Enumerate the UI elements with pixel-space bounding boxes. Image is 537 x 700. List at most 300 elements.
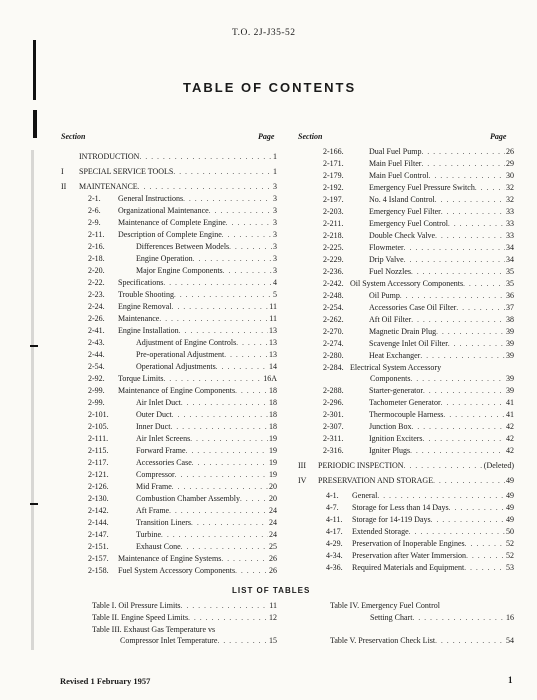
toc-page-number: 20 — [269, 494, 277, 503]
dot-leader — [410, 445, 505, 457]
toc-entry-title: Oil System Accessory Components — [350, 279, 464, 288]
toc-paragraph-number: 2-225. — [323, 243, 344, 252]
toc-entry-title: Differences Between Models — [136, 242, 230, 251]
dot-leader — [423, 385, 505, 397]
toc-indent — [352, 242, 369, 254]
toc-indent — [352, 158, 369, 170]
toc-page-number: 13 — [269, 350, 277, 359]
toc-paragraph-number: 2-242. — [323, 279, 344, 288]
dot-leader — [465, 538, 505, 550]
toc-paragraph-number: 2-157. — [88, 554, 109, 563]
toc-indent — [352, 338, 369, 350]
toc-page-number: 38 — [506, 315, 514, 324]
dot-leader — [441, 397, 505, 409]
toc-entry — [88, 541, 277, 553]
dot-leader — [224, 349, 268, 361]
dot-leader — [411, 421, 505, 433]
toc-paragraph-number: 2-316. — [323, 446, 344, 455]
toc-page-number: 33 — [506, 207, 514, 216]
toc-indent — [352, 218, 369, 230]
dot-leader — [159, 313, 268, 325]
toc-page-number: 35 — [506, 279, 514, 288]
dot-leader — [436, 326, 505, 338]
toc-page-number: 13 — [269, 338, 277, 347]
toc-page-number: 11 — [269, 601, 277, 610]
toc-entry-title: Preservation after Water Immersion — [352, 551, 467, 560]
toc-entry-title: Emergency Fuel Filter — [369, 207, 441, 216]
toc-page-number: 36 — [506, 291, 514, 300]
toc-page-number: 49 — [506, 491, 514, 500]
toc-page-number: 42 — [506, 422, 514, 431]
dot-leader — [172, 481, 268, 493]
toc-entry — [88, 529, 277, 541]
toc-page-number: 3 — [273, 182, 277, 191]
toc-page-number: 39 — [506, 351, 514, 360]
toc-entry — [88, 481, 277, 493]
toc-paragraph-number: 2-274. — [323, 339, 344, 348]
toc-entry-title: PRESERVATION AND STORAGE — [318, 476, 434, 485]
toc-indent — [118, 409, 136, 421]
toc-indent — [352, 290, 369, 302]
toc-page-number: 49 — [506, 476, 514, 485]
binder-tick-2 — [30, 503, 38, 505]
toc-paragraph-number: 2-111. — [88, 434, 109, 443]
toc-entry — [323, 326, 514, 338]
toc-entry — [323, 433, 514, 445]
toc-paragraph-number: 2-43. — [88, 338, 105, 347]
toc-indent — [92, 635, 120, 647]
toc-entry — [323, 146, 514, 158]
toc-paragraph-number: 2-99. — [88, 398, 105, 407]
toc-entry-title: Accessories Case — [136, 458, 192, 467]
toc-entry-title: Torque Limits — [118, 374, 164, 383]
dot-leader — [179, 325, 268, 337]
document-number: T.O. 2J-J35-52 — [232, 28, 296, 38]
toc-entry — [92, 612, 277, 624]
toc-page-number: 19 — [269, 434, 277, 443]
toc-section-number: IV — [298, 476, 307, 485]
toc-entry — [88, 301, 277, 313]
toc-page-number: 41 — [506, 398, 514, 407]
toc-entry-title: Double Check Valve — [369, 231, 436, 240]
toc-entry — [88, 433, 277, 445]
toc-entry — [323, 278, 514, 290]
toc-page-number: 19 — [269, 446, 277, 455]
toc-entry-title: Maintenance of Engine Systems — [118, 554, 222, 563]
toc-entry-title: Operational Adjustments — [136, 362, 216, 371]
toc-entry — [88, 205, 277, 217]
toc-entry-title: General — [352, 491, 378, 500]
toc-entry — [88, 469, 277, 481]
dot-leader — [186, 445, 268, 457]
toc-paragraph-number: 2-280. — [323, 351, 344, 360]
toc-paragraph-number: 2-54. — [88, 362, 105, 371]
toc-indent — [118, 397, 136, 409]
toc-paragraph-number: 2-179. — [323, 171, 344, 180]
toc-indent — [118, 481, 136, 493]
toc-paragraph-number: 2-1. — [88, 194, 101, 203]
toc-entry-title: Table IV. Emergency Fuel Control — [330, 601, 441, 610]
toc-entry — [330, 635, 514, 647]
toc-entry — [323, 302, 514, 314]
toc-paragraph-number: 2-126. — [88, 482, 109, 491]
toc-indent — [352, 397, 369, 409]
toc-entry-title: Fuel Nozzles — [369, 267, 411, 276]
toc-entry — [88, 409, 277, 421]
toc-indent — [118, 445, 136, 457]
toc-entry — [88, 193, 277, 205]
binder-mark-lower — [31, 150, 34, 650]
toc-page-number: 3 — [273, 218, 277, 227]
toc-page-number: 24 — [269, 530, 277, 539]
toc-entry-title: Transition Liners — [136, 518, 192, 527]
toc-paragraph-number: 2-99. — [88, 386, 105, 395]
toc-indent — [118, 349, 136, 361]
toc-paragraph-number: 2-296. — [323, 398, 344, 407]
toc-entry-title: Air Inlet Screens — [136, 434, 191, 443]
toc-indent — [352, 350, 369, 362]
toc-entry — [323, 314, 514, 326]
toc-page-number: 1 — [273, 152, 277, 161]
toc-entry — [88, 265, 277, 277]
dot-leader — [449, 502, 505, 514]
dot-leader — [235, 565, 268, 577]
toc-entry-title: Heat Exchanger — [369, 351, 421, 360]
toc-paragraph-number: 2-11. — [88, 230, 105, 239]
toc-paragraph-number: 2-18. — [88, 254, 105, 263]
toc-paragraph-number: 2-307. — [323, 422, 344, 431]
dot-leader — [400, 290, 505, 302]
dot-leader — [173, 166, 272, 178]
toc-page-number: 14 — [269, 362, 277, 371]
toc-page-number: 39 — [506, 386, 514, 395]
toc-page-number: 33 — [506, 231, 514, 240]
toc-indent — [352, 206, 369, 218]
toc-entry-title: Adjustment of Engine Controls — [136, 338, 237, 347]
toc-paragraph-number: 2-248. — [323, 291, 344, 300]
toc-paragraph-number: 2-236. — [323, 267, 344, 276]
toc-paragraph-number: 2-92. — [88, 374, 105, 383]
toc-entry — [88, 373, 277, 385]
toc-paragraph-number: 2-166. — [323, 147, 344, 156]
toc-entry — [323, 338, 514, 350]
toc-indent — [118, 493, 136, 505]
toc-entry — [326, 490, 514, 502]
dot-leader — [443, 409, 505, 421]
toc-paragraph-number: 4-36. — [326, 563, 343, 572]
toc-indent — [352, 326, 369, 338]
toc-entry — [323, 170, 514, 182]
toc-page-number: 39 — [506, 374, 514, 383]
toc-indent — [118, 529, 136, 541]
dot-leader — [404, 460, 483, 472]
toc-entry-title: Dual Fuel Pump — [369, 147, 422, 156]
toc-entry-title: Scavenge Inlet Oil Filter — [369, 339, 448, 348]
toc-entry — [88, 253, 277, 265]
toc-paragraph-number: 2-16. — [88, 242, 105, 251]
dot-leader — [217, 635, 268, 647]
dot-leader — [193, 253, 272, 265]
toc-entry-title: Drip Valve — [369, 255, 404, 264]
binder-mark-middle — [33, 110, 37, 138]
dot-leader — [235, 385, 268, 397]
dot-leader — [169, 505, 268, 517]
toc-entry-title: Components — [370, 374, 411, 383]
toc-indent — [352, 302, 369, 314]
dot-leader — [411, 314, 505, 326]
toc-entry-title: SPECIAL SERVICE TOOLS — [79, 167, 174, 176]
page-title: TABLE OF CONTENTS — [183, 80, 357, 95]
dot-leader — [409, 526, 505, 538]
dot-leader — [209, 205, 272, 217]
dot-leader — [190, 433, 268, 445]
dot-leader — [412, 612, 505, 624]
toc-entry — [326, 502, 514, 514]
toc-page-number: 41 — [506, 410, 514, 419]
revision-date: Revised 1 February 1957 — [60, 676, 151, 686]
toc-entry-title: Organizational Maintenance — [118, 206, 209, 215]
toc-paragraph-number: 2-101. — [88, 410, 109, 419]
toc-indent — [352, 170, 369, 182]
dot-leader — [435, 230, 505, 242]
toc-entry-title: Emergency Fuel Pressure Switch — [369, 183, 475, 192]
toc-paragraph-number: 2-197. — [323, 195, 344, 204]
toc-page-number: 19 — [269, 458, 277, 467]
toc-page-number: 50 — [506, 527, 514, 536]
dot-leader — [188, 612, 268, 624]
toc-entry-title: Aft Oil Filter — [369, 315, 412, 324]
list-of-tables-title: LIST OF TABLES — [232, 586, 311, 595]
toc-entry-title: Magnetic Drain Plug — [369, 327, 437, 336]
toc-page-number: 24 — [269, 518, 277, 527]
toc-entry — [88, 349, 277, 361]
toc-entry — [88, 313, 277, 325]
toc-page-number: 11 — [269, 314, 277, 323]
dot-leader — [423, 433, 505, 445]
toc-page-number: 24 — [269, 506, 277, 515]
toc-indent — [118, 433, 136, 445]
toc-entry-title: Storage for Less than 14 Days — [352, 503, 449, 512]
toc-page-number: 3 — [273, 206, 277, 215]
dot-leader — [429, 170, 505, 182]
toc-indent — [352, 230, 369, 242]
toc-indent — [118, 421, 136, 433]
toc-paragraph-number: 2-9. — [88, 218, 101, 227]
toc-paragraph-number: 2-117. — [88, 458, 109, 467]
toc-entry-title: Major Engine Components — [136, 266, 223, 275]
dot-leader — [181, 541, 268, 553]
toc-entry — [88, 217, 277, 229]
dot-leader — [431, 514, 505, 526]
toc-indent — [352, 409, 369, 421]
toc-entry — [88, 241, 277, 253]
toc-indent — [352, 194, 369, 206]
toc-entry — [61, 166, 277, 178]
dot-leader — [175, 469, 268, 481]
dot-leader — [181, 397, 268, 409]
toc-page-number: 52 — [506, 551, 514, 560]
toc-page-number: 54 — [506, 636, 514, 645]
toc-entry — [323, 206, 514, 218]
toc-entry — [323, 290, 514, 302]
dot-leader — [466, 550, 505, 562]
toc-entry — [88, 337, 277, 349]
toc-page-number: 16A — [263, 374, 277, 383]
toc-entry — [323, 397, 514, 409]
toc-entry — [88, 493, 277, 505]
toc-page-number: 53 — [506, 563, 514, 572]
toc-section-number: II — [61, 182, 67, 191]
toc-paragraph-number: 4-34. — [326, 551, 343, 560]
toc-entry-title: Junction Box — [369, 422, 412, 431]
toc-page-number: 37 — [506, 303, 514, 312]
toc-page-number: 26 — [269, 554, 277, 563]
toc-entry — [330, 600, 514, 612]
toc-page-number: 34 — [506, 243, 514, 252]
toc-paragraph-number: 4-1. — [326, 491, 339, 500]
toc-entry — [323, 194, 514, 206]
toc-entry-title: Igniter Plugs — [369, 446, 411, 455]
toc-page-number: 4 — [273, 278, 277, 287]
toc-entry-title: Description of Complete Engine — [118, 230, 222, 239]
toc-paragraph-number — [323, 373, 350, 385]
toc-entry-title: Outer Duct — [136, 410, 172, 419]
toc-entry-title: Compressor Inlet Temperature — [120, 636, 218, 645]
toc-entry-title: Table III. Exhaust Gas Temperature vs — [92, 625, 216, 634]
toc-paragraph-number: 2-203. — [323, 207, 344, 216]
toc-entry — [323, 385, 514, 397]
toc-page-number: 18 — [269, 398, 277, 407]
toc-indent — [352, 254, 369, 266]
toc-entry-title: Pre-operational Adjustment — [136, 350, 225, 359]
toc-indent — [352, 266, 369, 278]
toc-entry — [88, 565, 277, 577]
toc-paragraph-number: 2-301. — [323, 410, 344, 419]
toc-entry — [88, 361, 277, 373]
toc-page-number: 42 — [506, 446, 514, 455]
toc-entry — [298, 460, 514, 472]
dot-leader — [421, 158, 505, 170]
toc-entry-title: Starter-generator — [369, 386, 424, 395]
toc-entry — [323, 350, 514, 362]
toc-page-number: 30 — [506, 171, 514, 180]
toc-page-number: (Deleted) — [483, 461, 514, 470]
toc-entry-title: Engine Operation — [136, 254, 193, 263]
toc-paragraph-number: 2-6. — [88, 206, 101, 215]
toc-section-number: I — [61, 167, 64, 176]
toc-page-number: 18 — [269, 410, 277, 419]
toc-page-number: 13 — [269, 326, 277, 335]
toc-entry-title: Fuel System Accessory Components — [118, 566, 236, 575]
toc-entry-title: Accessories Case Oil Filter — [369, 303, 457, 312]
toc-indent — [352, 146, 369, 158]
toc-page-number: 52 — [506, 539, 514, 548]
toc-entry-title: No. 4 Island Control — [369, 195, 435, 204]
toc-page-number: 26 — [269, 566, 277, 575]
toc-entry-title: Flowmeter — [369, 243, 404, 252]
dot-leader — [421, 146, 505, 158]
toc-indent — [118, 517, 136, 529]
toc-indent — [118, 337, 136, 349]
toc-paragraph-number: 2-254. — [323, 303, 344, 312]
toc-indent — [118, 505, 136, 517]
toc-entry — [88, 397, 277, 409]
toc-entry — [88, 289, 277, 301]
toc-entry-title: Aft Frame — [136, 506, 170, 515]
toc-paragraph-number: 2-311. — [323, 434, 344, 443]
toc-paragraph-number: 2-144. — [88, 518, 109, 527]
toc-entry-title: Exhaust Cone — [136, 542, 181, 551]
toc-paragraph-number: 2-20. — [88, 266, 105, 275]
toc-entry-title: Ignition Exciters — [369, 434, 423, 443]
toc-entry — [326, 562, 514, 574]
toc-entry-title: Engine Installation — [118, 326, 179, 335]
toc-paragraph-number: 2-24. — [88, 302, 105, 311]
toc-entry-title: Air Inlet Duct — [136, 398, 181, 407]
toc-page-number: 33 — [506, 219, 514, 228]
toc-entry — [88, 505, 277, 517]
dot-leader — [377, 490, 505, 502]
toc-page-number: 11 — [269, 302, 277, 311]
toc-entry-title: Setting Chart — [370, 613, 413, 622]
dot-leader — [183, 193, 272, 205]
binder-tick-1 — [30, 345, 38, 347]
toc-entry-title: Compressor — [136, 470, 175, 479]
left-page-heading: Page — [258, 132, 275, 141]
toc-page-number: 29 — [506, 159, 514, 168]
toc-entry — [88, 517, 277, 529]
dot-leader — [174, 289, 272, 301]
toc-page-number: 49 — [506, 515, 514, 524]
toc-paragraph-number: 2-218. — [323, 231, 344, 240]
toc-entry-title: Forward Frame — [136, 446, 186, 455]
dot-leader — [435, 635, 505, 647]
toc-entry-title: Inner Duct — [136, 422, 171, 431]
page-number: 1 — [508, 675, 513, 685]
toc-page-number: 16 — [506, 613, 514, 622]
dot-leader — [404, 254, 505, 266]
toc-page-number: 12 — [269, 613, 277, 622]
toc-entry — [326, 526, 514, 538]
toc-paragraph-number: 4-11. — [326, 515, 343, 524]
toc-paragraph-number: 2-171. — [323, 159, 344, 168]
toc-paragraph-number: 2-288. — [323, 386, 344, 395]
toc-indent — [352, 445, 369, 457]
toc-entry-title: Electrical System Accessory — [350, 363, 442, 372]
toc-entry-title: Oil Pump — [369, 291, 400, 300]
toc-entry-title: Table V. Preservation Check List — [330, 636, 436, 645]
toc-entry-title: Table II. Engine Speed Limits — [92, 613, 189, 622]
toc-entry — [61, 181, 277, 193]
toc-page-number: 3 — [273, 194, 277, 203]
dot-leader — [138, 181, 272, 193]
toc-entry — [323, 182, 514, 194]
toc-page-number: 39 — [506, 339, 514, 348]
dot-leader — [475, 182, 505, 194]
toc-paragraph-number: 2-115. — [88, 446, 109, 455]
toc-entry — [326, 538, 514, 550]
toc-page-number: 15 — [269, 636, 277, 645]
toc-section-number: III — [298, 461, 306, 470]
toc-indent — [118, 361, 136, 373]
toc-entry — [92, 635, 277, 647]
toc-page-number: 35 — [506, 267, 514, 276]
binder-mark-top — [33, 40, 36, 100]
toc-entry-title: Storage for 14-119 Days — [352, 515, 431, 524]
toc-paragraph-number: 2-147. — [88, 530, 109, 539]
toc-page-number: 26 — [506, 147, 514, 156]
toc-paragraph-number: 2-121. — [88, 470, 109, 479]
